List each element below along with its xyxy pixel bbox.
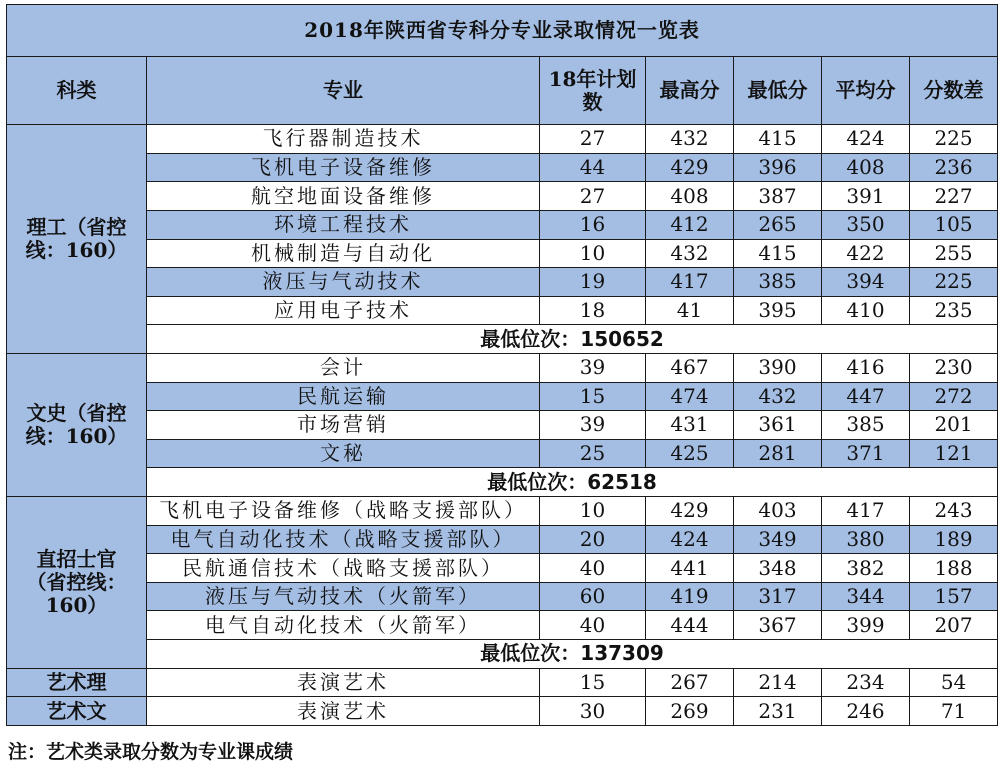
table-row — [7, 296, 998, 325]
header-major: 专业 — [147, 57, 540, 125]
max-score-cell: 269 — [646, 697, 734, 726]
avg-score-cell: 410 — [822, 296, 910, 325]
plan-cell: 16 — [540, 210, 646, 239]
max-score-cell: 441 — [646, 554, 734, 583]
table-row — [7, 554, 998, 583]
plan-cell: 15 — [540, 668, 646, 697]
category-cell: 艺术理 — [7, 668, 147, 697]
table-row — [7, 182, 998, 211]
major-cell: 表演艺术 — [147, 668, 540, 697]
table-row — [7, 697, 998, 726]
header-avg-score: 平均分 — [822, 57, 910, 125]
table-row — [7, 125, 998, 154]
table-row — [7, 439, 998, 468]
score-diff-cell: 71 — [910, 697, 998, 726]
plan-cell: 60 — [540, 582, 646, 611]
min-score-cell: 214 — [734, 668, 822, 697]
header-category: 科类 — [7, 57, 147, 125]
min-rank-row — [7, 325, 998, 354]
score-diff-cell: 227 — [910, 182, 998, 211]
table-row — [7, 582, 998, 611]
major-cell: 应用电子技术 — [147, 296, 540, 325]
min-score-cell: 367 — [734, 611, 822, 640]
max-score-cell: 408 — [646, 182, 734, 211]
major-cell: 环境工程技术 — [147, 210, 540, 239]
max-score-cell: 417 — [646, 268, 734, 297]
major-cell: 电气自动化技术（战略支援部队） — [147, 525, 540, 554]
table-row — [7, 239, 998, 268]
max-score-cell: 429 — [646, 153, 734, 182]
major-cell: 会计 — [147, 353, 540, 382]
max-score-cell: 432 — [646, 125, 734, 154]
score-diff-cell: 157 — [910, 582, 998, 611]
avg-score-cell: 447 — [822, 382, 910, 411]
max-score-cell: 424 — [646, 525, 734, 554]
score-diff-cell: 207 — [910, 611, 998, 640]
avg-score-cell: 394 — [822, 268, 910, 297]
plan-cell: 39 — [540, 353, 646, 382]
plan-cell: 30 — [540, 697, 646, 726]
min-score-cell: 395 — [734, 296, 822, 325]
plan-cell: 19 — [540, 268, 646, 297]
avg-score-cell: 417 — [822, 497, 910, 526]
min-score-cell: 385 — [734, 268, 822, 297]
major-cell: 民航通信技术（战略支援部队） — [147, 554, 540, 583]
plan-cell: 10 — [540, 497, 646, 526]
major-cell: 液压与气动技术（火箭军） — [147, 582, 540, 611]
score-diff-cell: 272 — [910, 382, 998, 411]
plan-cell: 25 — [540, 439, 646, 468]
score-diff-cell: 105 — [910, 210, 998, 239]
min-score-cell: 265 — [734, 210, 822, 239]
min-score-cell: 403 — [734, 497, 822, 526]
min-score-cell: 348 — [734, 554, 822, 583]
score-diff-cell: 201 — [910, 411, 998, 440]
score-diff-cell: 54 — [910, 668, 998, 697]
min-score-cell: 415 — [734, 239, 822, 268]
min-score-cell: 231 — [734, 697, 822, 726]
score-diff-cell: 225 — [910, 268, 998, 297]
major-cell: 电气自动化技术（火箭军） — [147, 611, 540, 640]
max-score-cell: 474 — [646, 382, 734, 411]
category-cell: 艺术文 — [7, 697, 147, 726]
table-row — [7, 353, 998, 382]
max-score-cell: 419 — [646, 582, 734, 611]
score-diff-cell: 225 — [910, 125, 998, 154]
score-diff-cell: 235 — [910, 296, 998, 325]
score-diff-cell: 121 — [910, 439, 998, 468]
avg-score-cell: 350 — [822, 210, 910, 239]
major-cell: 民航运输 — [147, 382, 540, 411]
header-max-score: 最高分 — [646, 57, 734, 125]
min-score-cell: 415 — [734, 125, 822, 154]
max-score-cell: 444 — [646, 611, 734, 640]
major-cell: 飞行器制造技术 — [147, 125, 540, 154]
major-cell: 机械制造与自动化 — [147, 239, 540, 268]
table-row — [7, 497, 998, 526]
avg-score-cell: 416 — [822, 353, 910, 382]
min-score-cell: 390 — [734, 353, 822, 382]
table-row — [7, 611, 998, 640]
max-score-cell: 267 — [646, 668, 734, 697]
avg-score-cell: 382 — [822, 554, 910, 583]
min-score-cell: 432 — [734, 382, 822, 411]
major-cell: 液压与气动技术 — [147, 268, 540, 297]
table-row — [7, 411, 998, 440]
min-score-cell: 396 — [734, 153, 822, 182]
min-score-cell: 281 — [734, 439, 822, 468]
table-row — [7, 525, 998, 554]
avg-score-cell: 385 — [822, 411, 910, 440]
plan-cell: 40 — [540, 554, 646, 583]
max-score-cell: 431 — [646, 411, 734, 440]
category-cell: 文史（省控线：160） — [7, 353, 147, 496]
avg-score-cell: 234 — [822, 668, 910, 697]
avg-score-cell: 246 — [822, 697, 910, 726]
header-score-diff: 分数差 — [910, 57, 998, 125]
plan-cell: 27 — [540, 125, 646, 154]
min-score-cell: 387 — [734, 182, 822, 211]
max-score-cell: 429 — [646, 497, 734, 526]
plan-cell: 39 — [540, 411, 646, 440]
score-diff-cell: 189 — [910, 525, 998, 554]
avg-score-cell: 371 — [822, 439, 910, 468]
header-plan: 18年计划数 — [540, 57, 646, 125]
avg-score-cell: 380 — [822, 525, 910, 554]
min-score-cell: 349 — [734, 525, 822, 554]
max-score-cell: 467 — [646, 353, 734, 382]
score-diff-cell: 255 — [910, 239, 998, 268]
plan-cell: 15 — [540, 382, 646, 411]
min-rank-cell: 最低位次：150652 — [147, 325, 998, 354]
max-score-cell: 432 — [646, 239, 734, 268]
score-diff-cell: 236 — [910, 153, 998, 182]
avg-score-cell: 344 — [822, 582, 910, 611]
admission-table — [6, 4, 998, 726]
plan-cell: 10 — [540, 239, 646, 268]
max-score-cell: 425 — [646, 439, 734, 468]
major-cell: 文秘 — [147, 439, 540, 468]
plan-cell: 20 — [540, 525, 646, 554]
min-rank-row — [7, 640, 998, 669]
avg-score-cell: 408 — [822, 153, 910, 182]
footnote: 注：艺术类录取分数为专业课成绩 — [8, 741, 294, 763]
major-cell: 飞机电子设备维修（战略支援部队） — [147, 497, 540, 526]
score-diff-cell: 188 — [910, 554, 998, 583]
category-cell: 直招士官（省控线：160） — [7, 497, 147, 669]
min-rank-cell: 最低位次：62518 — [147, 468, 998, 497]
avg-score-cell: 391 — [822, 182, 910, 211]
table-row — [7, 153, 998, 182]
max-score-cell: 412 — [646, 210, 734, 239]
table-row — [7, 382, 998, 411]
min-score-cell: 317 — [734, 582, 822, 611]
table-row — [7, 210, 998, 239]
avg-score-cell: 424 — [822, 125, 910, 154]
min-rank-row — [7, 468, 998, 497]
avg-score-cell: 399 — [822, 611, 910, 640]
major-cell: 飞机电子设备维修 — [147, 153, 540, 182]
header-min-score: 最低分 — [734, 57, 822, 125]
score-diff-cell: 243 — [910, 497, 998, 526]
avg-score-cell: 422 — [822, 239, 910, 268]
table-title: 2018年陕西省专科分专业录取情况一览表 — [7, 5, 998, 57]
category-cell: 理工（省控线：160） — [7, 125, 147, 354]
plan-cell: 40 — [540, 611, 646, 640]
table-row — [7, 268, 998, 297]
table-row — [7, 668, 998, 697]
min-rank-cell: 最低位次：137309 — [147, 640, 998, 669]
plan-cell: 18 — [540, 296, 646, 325]
plan-cell: 27 — [540, 182, 646, 211]
min-score-cell: 361 — [734, 411, 822, 440]
major-cell: 表演艺术 — [147, 697, 540, 726]
plan-cell: 44 — [540, 153, 646, 182]
max-score-cell: 41 — [646, 296, 734, 325]
major-cell: 市场营销 — [147, 411, 540, 440]
score-diff-cell: 230 — [910, 353, 998, 382]
major-cell: 航空地面设备维修 — [147, 182, 540, 211]
